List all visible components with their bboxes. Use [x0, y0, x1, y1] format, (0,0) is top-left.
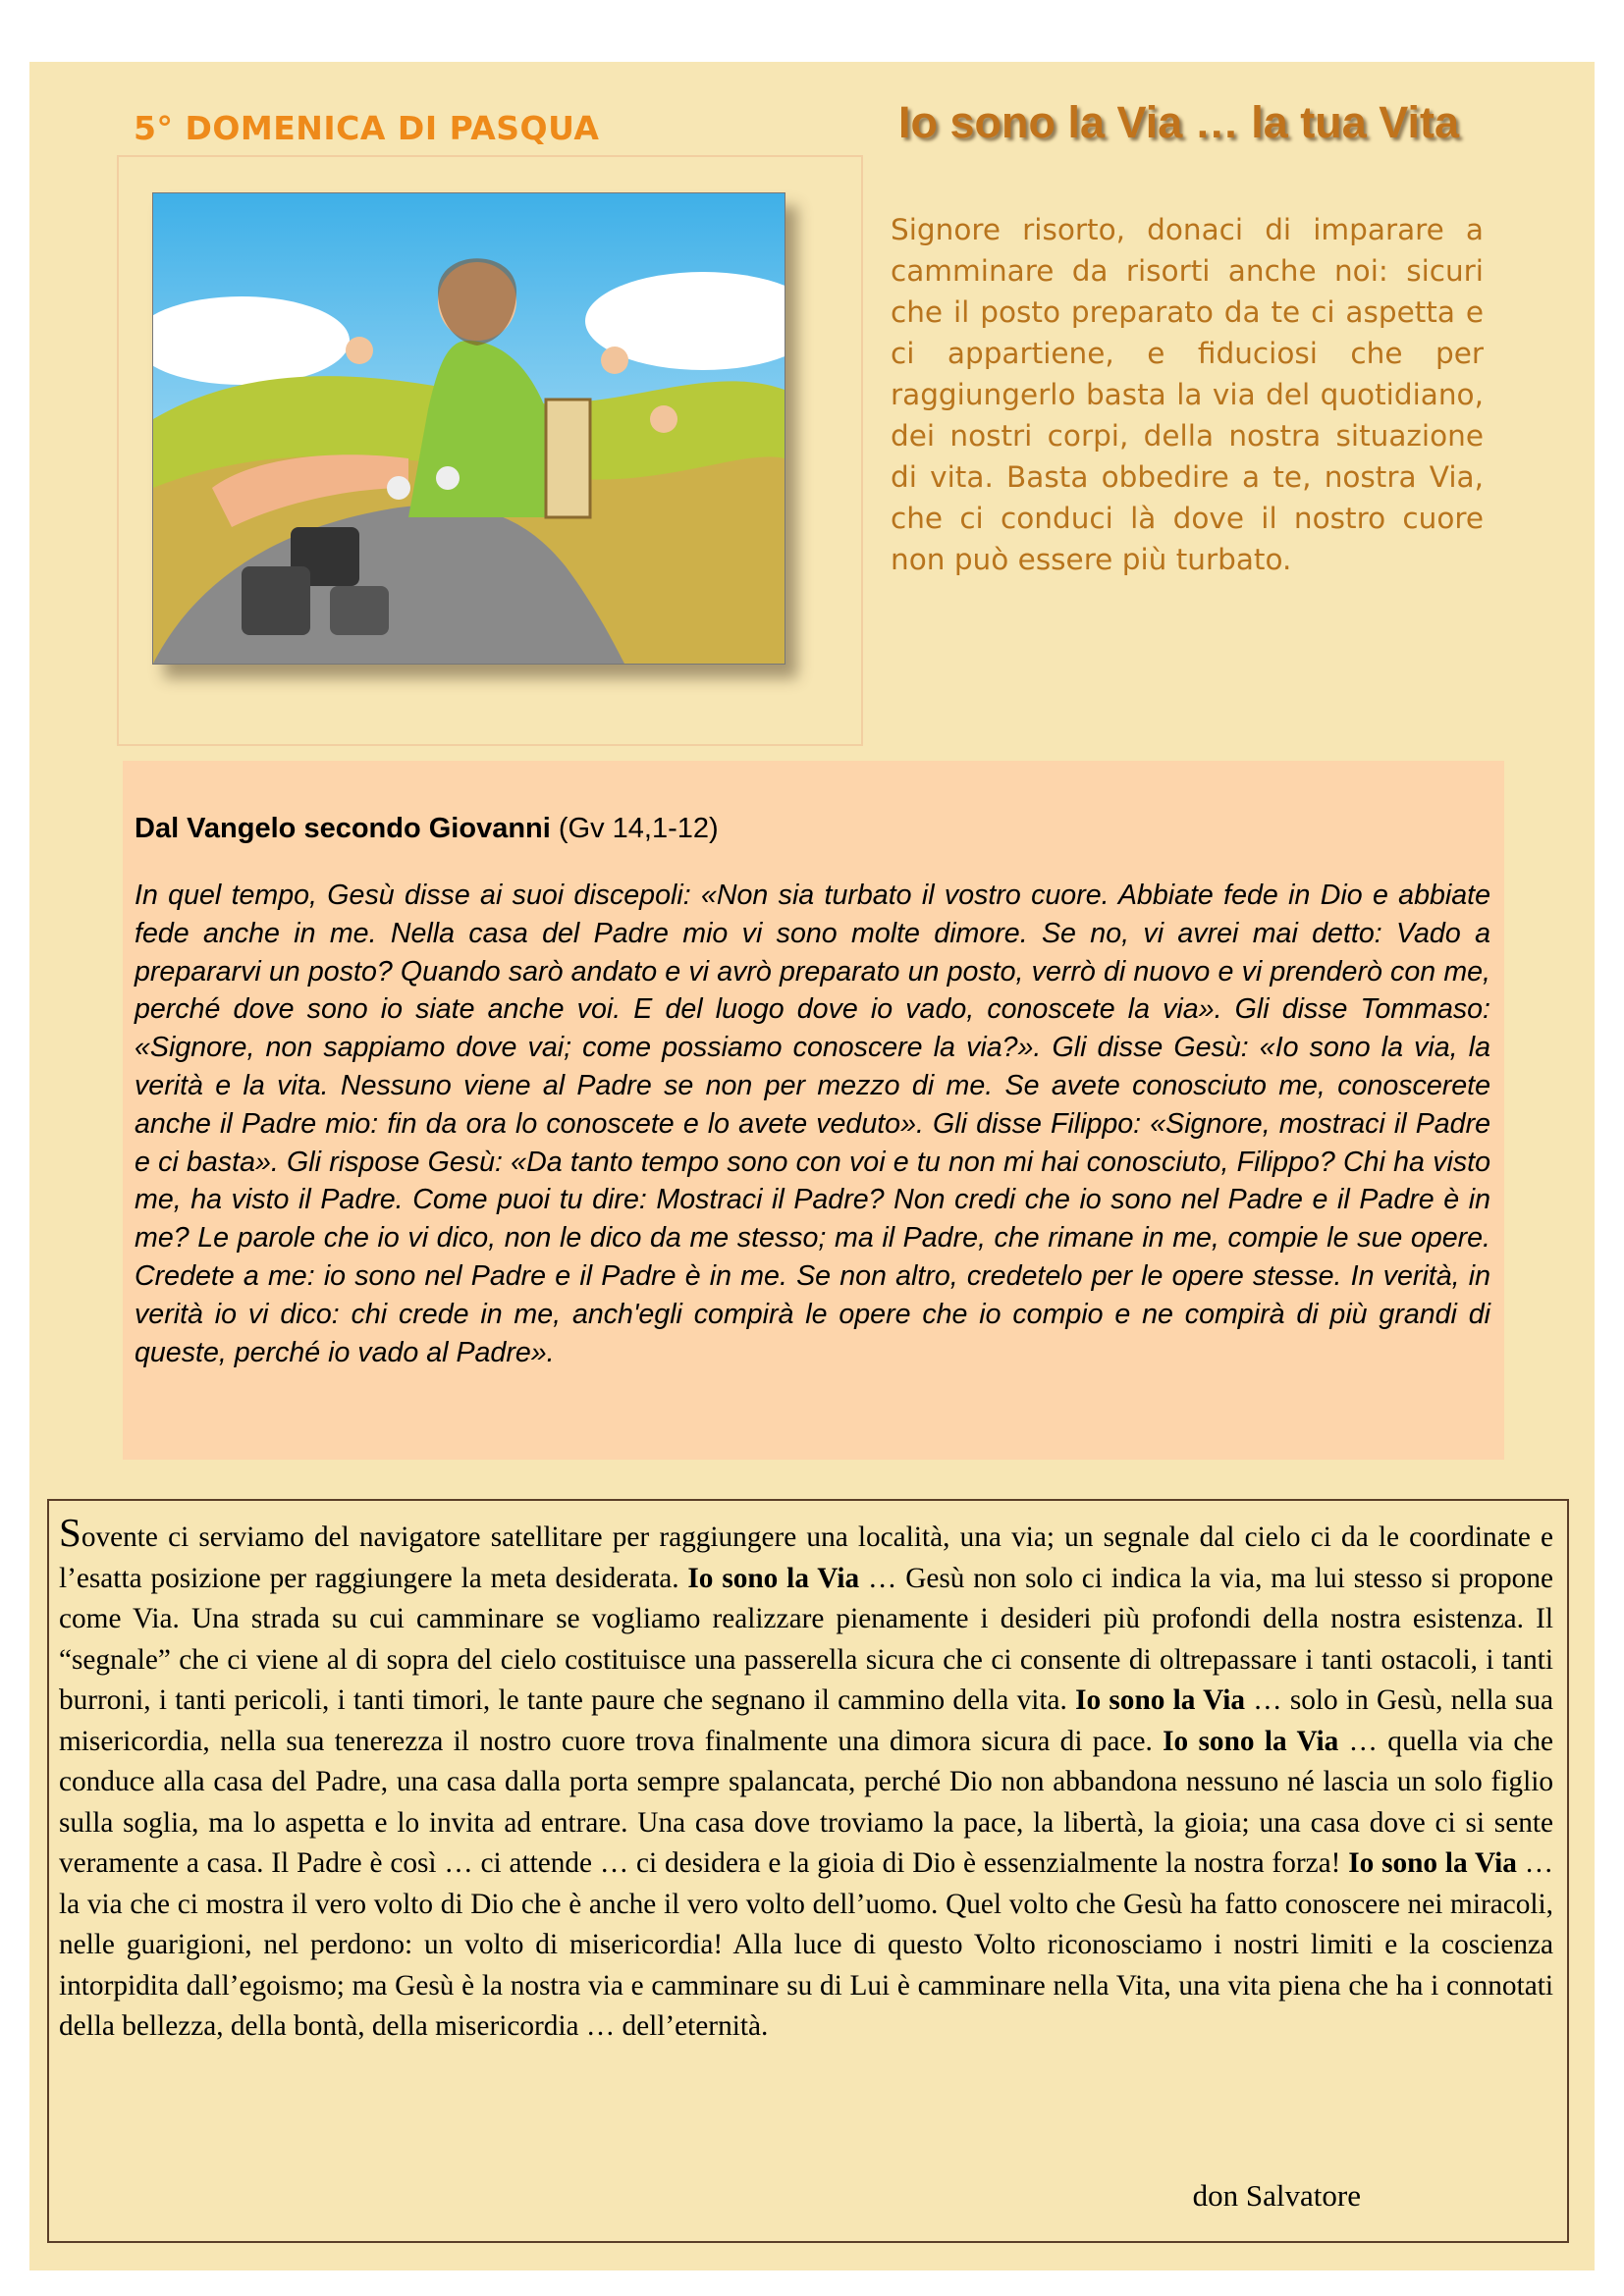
key-phrase: Io sono la Via: [1348, 1847, 1517, 1879]
page-title: Io sono la Via … la tua Vita: [898, 97, 1460, 147]
reflection-part: … quella via che conduce alla casa del Padre, una casa dalla porta sempre spalancata, perché Dio non abbandona nessuno né lascia un solo figlio sulla soglia, ma lo aspetta e lo invita ad entrare. Una casa dove troviamo la pace, la libertà, la gioia; una casa dove ci si sente veramente a casa. Il Padre è così … ci attende … ci desidera e la gioia di Dio è essenzialmente la nostra forza!: [59, 1725, 1553, 1879]
sunday-heading: 5° DOMENICA DI PASQUA: [134, 109, 600, 147]
suitcase: [242, 566, 310, 635]
walking-figure: [387, 476, 410, 500]
illustration-drawing: [153, 193, 785, 664]
reflection-part: ovente ci serviamo del navigatore satellitare per raggiungere una località, una via; un segnale dal cielo ci da le coordinate e l’esatta posizione per raggiungere la meta desiderata.: [59, 1522, 1553, 1594]
key-phrase: Io sono la Via: [687, 1562, 860, 1594]
opening-prayer: Signore risorto, donaci di imparare a camminare da risorti anche noi: sicuri che il posto preparato da te ci aspetta e ci appartiene, e fiduciosi che per raggiungerlo basta la via del quotidiano, dei nostri corpi, della nostra situazione di vita. Basta obbedire a te, nostra Via, che ci conduci là dove il nostro cuore non può essere più turbato.: [891, 213, 1484, 576]
gospel-box: [123, 761, 1504, 1460]
key-phrase: Io sono la Via: [1163, 1725, 1339, 1757]
reflection-part: … solo in Gesù, nella sua misericordia, nella sua tenerezza il nostro cuore trova finalmente una dimora sicura di pace.: [59, 1684, 1554, 1757]
reflection-box: [47, 1499, 1569, 2243]
reflection-part: … Gesù non solo ci indica la via, ma lui stesso si propone come Via. Una strada su cui camminare se vogliamo realizzare pienamente i desideri più profondi della nostra esistenza. Il “segnale” che ci viene al di sopra del cielo costituisce una passerella sicura che ci consente di oltrepassare i tanti ostacoli, i tanti burroni, i tanti pericoli, i tanti timori, le tante paure che segnano il cammino della vita.: [59, 1562, 1553, 1716]
page: [29, 62, 1595, 2270]
reflection-text: [59, 1510, 1554, 2048]
key-phrase: Io sono la Via: [1075, 1684, 1246, 1716]
jesus-the-way-illustration: [152, 192, 785, 665]
gospel-text: In quel tempo, Gesù disse ai suoi discepoli: «Non sia turbato il vostro cuore. Abbiate fede in Dio e abbiate fede anche in me. Nella casa del Padre mio vi sono molte dimore. Se no, vi avrei mai detto: Vado a prepararvi un posto? Quando sarò andato e vi avrò preparato un posto, verrò di nuovo e vi prenderò con me, perché dove sono io siate anche voi. E del luogo dove io vado, conoscete la via». Gli disse Tommaso: «Signore, non sappiamo dove vai; come possiamo conoscere la via?». Gli disse Gesù: «Io sono la via, la verità e la vita. Nessuno viene al Padre se non per mezzo di me. Se avete conosciuto me, conoscerete anche il Padre mio: fin da ora lo conoscete e lo avete veduto». Gli disse Filippo: «Signore, mostraci il Padre e ci basta». Gli rispose Gesù: «Da tanto tempo sono con voi e tu non mi hai conosciuto, Filippo? Chi ha visto me, ha visto il Padre. Come puoi tu dire: Mostraci il Padre? Non credi che io sono nel Padre e il Padre è in me? Le parole che io vi dico, non le dico da me stesso; ma il Padre, che rimane in me, compie le sue opere. Credete a me: io sono nel Padre e il Padre è in me. Se non altro, credetelo per le opere stesse. In verità, in verità io vi dico: chi crede in me, anch'egli compirà le opere che io compio e ne compirà di più grandi di queste, perché io vado al Padre».: [135, 880, 1490, 1368]
child-figure: [601, 347, 628, 374]
walking-figure: [436, 466, 460, 490]
reflection-part: … la via che ci mostra il vero volto di Dio che è anche il vero volto dell’uomo. Quel volto che Gesù ha fatto conoscere nei miracoli, nelle guarigioni, nel perdono: un volto di misericordia! Alla luce di questo Volto riconosciamo i nostri limiti e la coscienza intorpidita dall’egoismo; ma Gesù è la nostra via e camminare su di Lui è camminare nella Vita, una vita piena che ha i connotati della bellezza, della bontà, della misericordia … dell’eternità.: [59, 1847, 1553, 2042]
gospel-heading: [135, 813, 719, 845]
gospel-reference: (Gv 14,1-12): [550, 813, 719, 844]
gospel-source: Dal Vangelo secondo Giovanni: [135, 813, 551, 844]
open-door: [546, 400, 590, 517]
drop-cap: S: [59, 1510, 81, 1555]
suitcase: [330, 586, 389, 635]
child-figure: [346, 337, 373, 364]
child-figure: [650, 405, 677, 433]
signature: don Salvatore: [1192, 2178, 1361, 2213]
